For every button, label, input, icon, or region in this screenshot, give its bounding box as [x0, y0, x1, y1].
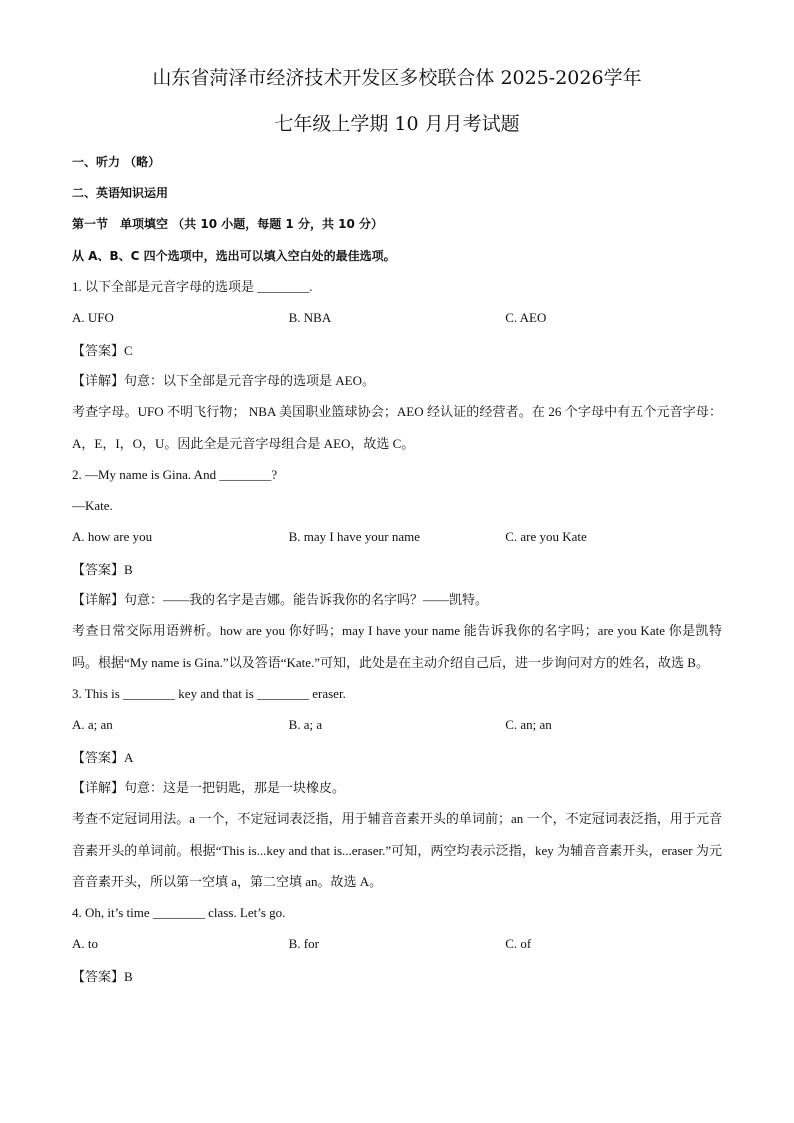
- option-a: A. how are you: [72, 529, 153, 545]
- question-3-stem: 3. This is ________ key and that is ________ eraser.: [72, 685, 346, 701]
- part1-heading: 第一节 单项填空 （共 10 小题，每题 1 分，共 10 分）: [72, 217, 383, 232]
- option-c: C. an; an: [505, 716, 552, 732]
- question-3-detail: 【详解】句意：这是一把钥匙，那是一块橡皮。: [72, 779, 346, 795]
- question-1-answer: 【答案】C: [72, 342, 133, 358]
- option-a: A. to: [72, 936, 98, 952]
- option-c: C. AEO: [505, 310, 547, 326]
- question-3-options: [72, 709, 722, 740]
- question-1-stem: 1. 以下全部是元音字母的选项是 ________.: [72, 278, 313, 294]
- option-c: C. of: [505, 936, 532, 952]
- question-4-answer: 【答案】B: [72, 968, 133, 984]
- exam-title-line1: 山东省菏泽市经济技术开发区多校联合体 2025-2026学年: [152, 67, 642, 89]
- question-4-stem: 4. Oh, it’s time ________ class. Let’s go.: [72, 904, 286, 920]
- section-knowledge: 二、英语知识运用: [72, 185, 169, 200]
- section-listening: 一、听力 （略）: [72, 154, 161, 169]
- question-2-options: [72, 522, 722, 553]
- option-b: B. may I have your name: [288, 529, 420, 545]
- option-a: A. UFO: [72, 310, 114, 326]
- question-2-answer: 【答案】B: [72, 562, 133, 577]
- question-1-analysis: 考查字母。UFO 不明飞行物； NBA 美国职业篮球协会；AEO 经认证的经营者。在 26 个字母中有五个元音字母：A，E，I，O，U。因此全是元音字母组合是 AEO，故选 C。: [72, 404, 722, 451]
- option-c: C. are you Kate: [505, 529, 587, 545]
- question-2-stem: 2. —My name is Gina. And ________?: [72, 466, 278, 482]
- option-b: B. for: [288, 936, 319, 952]
- question-2-detail: 【详解】句意：——我的名字是吉娜。能告诉我你的名字吗？——凯特。: [72, 591, 489, 607]
- question-1-options: [72, 302, 722, 333]
- question-2-analysis: 考查日常交际用语辨析。how are you 你好吗；may I have your name 能告诉我你的名字吗；are you Kate 你是凯特吗。根据“My name is Gina.”以及答语“Kate.”可知，此处是在主动介绍自己后，进一步询问对方的姓名，故选 B。: [72, 623, 722, 670]
- option-b: B. a; a: [288, 716, 323, 732]
- question-4-options: [72, 928, 722, 959]
- part1-instruction: 从 A、B、C 四个选项中，选出可以填入空白处的最佳选项。: [72, 248, 396, 263]
- exam-title-line2: 七年级上学期 10 月月考试题: [274, 113, 520, 135]
- question-3-analysis: 考查不定冠词用法。a 一个，不定冠词表泛指，用于辅音音素开头的单词前；an 一个，不定冠词表泛指，用于元音音素开头的单词前。根据“This is...key and that is...eraser.”可知，两空均表示泛指，key 为辅音音素开头，eraser 为元音音素开头，所以第一空填 a，第二空填 an。故选 A。: [72, 811, 722, 889]
- option-a: A. a; an: [72, 716, 113, 732]
- option-b: B. NBA: [288, 310, 332, 326]
- question-2-stem-reply: —Kate.: [72, 497, 113, 513]
- question-3-answer: 【答案】A: [72, 749, 134, 765]
- question-1-detail: 【详解】句意：以下全部是元音字母的选项是 AEO。: [72, 372, 375, 388]
